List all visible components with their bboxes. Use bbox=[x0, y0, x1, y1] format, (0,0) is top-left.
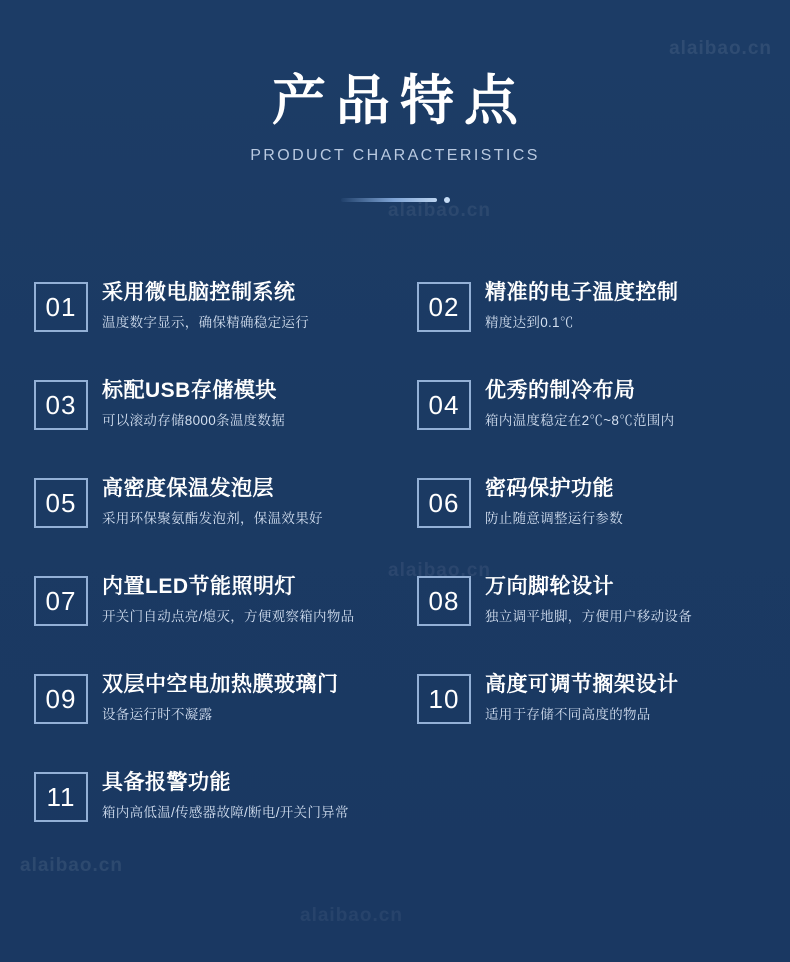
page-subtitle: PRODUCT CHARACTERISTICS bbox=[250, 147, 540, 165]
feature-title: 双层中空电加热膜玻璃门 bbox=[102, 673, 339, 696]
feature-item bbox=[395, 280, 756, 378]
feature-number: 11 bbox=[34, 772, 88, 822]
feature-description: 设备运行时不凝露 bbox=[102, 707, 213, 722]
watermark: alaibao.cn bbox=[388, 200, 491, 221]
page-title: 产品特点 bbox=[272, 71, 528, 131]
feature-number: 08 bbox=[417, 576, 471, 626]
feature-description: 温度数字显示，确保精确稳定运行 bbox=[102, 315, 309, 330]
feature-description: 可以滚动存储8000条温度数据 bbox=[102, 413, 286, 428]
feature-item bbox=[395, 574, 756, 672]
feature-title: 万向脚轮设计 bbox=[485, 575, 614, 598]
feature-item bbox=[395, 476, 756, 574]
feature-title: 高密度保温发泡层 bbox=[102, 477, 274, 500]
divider-bar bbox=[341, 198, 437, 202]
watermark: alaibao.cn bbox=[300, 905, 403, 926]
feature-item bbox=[34, 280, 395, 378]
feature-description: 箱内温度稳定在2℃~8℃范围内 bbox=[485, 413, 675, 428]
feature-item bbox=[34, 378, 395, 476]
feature-title: 标配USB存储模块 bbox=[102, 379, 277, 402]
feature-number: 10 bbox=[417, 674, 471, 724]
feature-item bbox=[34, 476, 395, 574]
feature-number: 09 bbox=[34, 674, 88, 724]
feature-title: 优秀的制冷布局 bbox=[485, 379, 636, 402]
feature-description: 精度达到0.1℃ bbox=[485, 315, 574, 330]
feature-number: 04 bbox=[417, 380, 471, 430]
feature-title: 具备报警功能 bbox=[102, 771, 231, 794]
watermark: alaibao.cn bbox=[20, 855, 123, 876]
feature-item bbox=[34, 770, 395, 868]
feature-number: 05 bbox=[34, 478, 88, 528]
feature-title: 密码保护功能 bbox=[485, 477, 614, 500]
feature-description: 独立调平地脚，方便用户移动设备 bbox=[485, 609, 692, 624]
feature-title: 精准的电子温度控制 bbox=[485, 281, 679, 304]
feature-number: 06 bbox=[417, 478, 471, 528]
feature-number: 07 bbox=[34, 576, 88, 626]
divider bbox=[335, 197, 455, 202]
page-header bbox=[0, 0, 790, 202]
feature-title: 采用微电脑控制系统 bbox=[102, 281, 296, 304]
feature-number: 03 bbox=[34, 380, 88, 430]
feature-title: 高度可调节搁架设计 bbox=[485, 673, 679, 696]
feature-list bbox=[0, 280, 790, 868]
feature-item bbox=[395, 378, 756, 476]
feature-description: 防止随意调整运行参数 bbox=[485, 511, 623, 526]
feature-number: 02 bbox=[417, 282, 471, 332]
feature-item bbox=[395, 672, 756, 770]
feature-description: 开关门自动点亮/熄灭，方便观察箱内物品 bbox=[102, 609, 355, 624]
feature-item bbox=[34, 672, 395, 770]
watermark: alaibao.cn bbox=[669, 38, 772, 59]
watermark: alaibao.cn bbox=[388, 560, 491, 581]
feature-description: 箱内高低温/传感器故障/断电/开关门异常 bbox=[102, 805, 349, 820]
feature-item bbox=[34, 574, 395, 672]
feature-description: 适用于存储不同高度的物品 bbox=[485, 707, 651, 722]
feature-number: 01 bbox=[34, 282, 88, 332]
feature-description: 采用环保聚氨酯发泡剂，保温效果好 bbox=[102, 511, 323, 526]
feature-title: 内置LED节能照明灯 bbox=[102, 575, 296, 598]
divider-dot bbox=[444, 197, 450, 203]
